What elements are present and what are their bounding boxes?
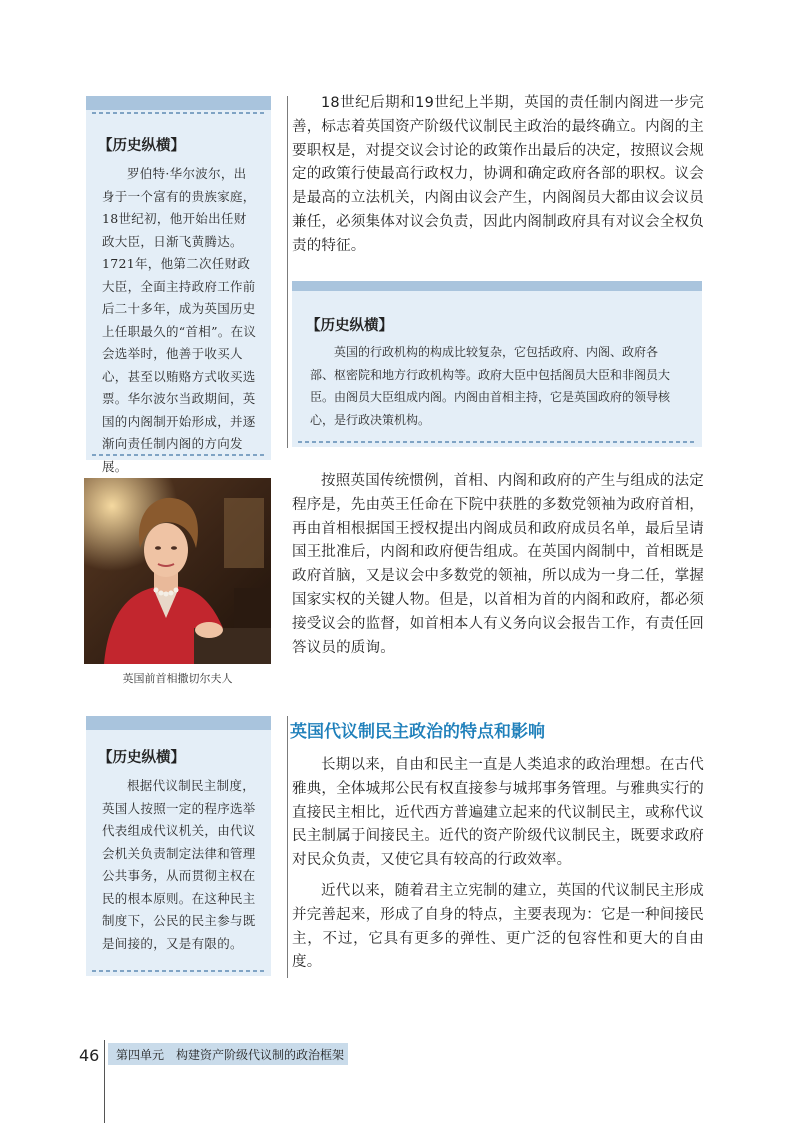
sidebar-box-text: 罗伯特·华尔波尔，出身于一个富有的贵族家庭，18世纪初，他开始出任财政大臣，日渐飞黄腾达。1721年，他第二次任财政大臣，全面主持政府工作前后二十多年，成为英国历史上任职最久的“首相”。在议会选举时，他善于收买人心，甚至以贿赂方式收买选票。华尔波尔当政期间，英国的内阁制开始形成，并逐渐向责任制内阁的方向发展。 <box>102 166 257 474</box>
portrait-photo <box>84 478 271 664</box>
footer-vertical-rule <box>104 1040 105 1123</box>
body-paragraph: 18世纪后期和19世纪上半期，英国的责任制内阁进一步完善，标志着英国资产阶级代议制民主政治的最终确立。内阁的主要职权是，对提交议会讨论的政策作出最后的决定，按照议会规定的政策行使最高行政权力，协调和确定政府各部的职权。议会是最高的立法机关，内阁由议会产生，内阁阁员大都由议会议员兼任，必须集体对议会负责，因此内阁制政府具有对议会全权负责的特征。 <box>292 95 704 254</box>
section-title: 英国代议制民主政治的特点和影响 <box>290 722 545 742</box>
page-number: 46 <box>79 1046 100 1065</box>
box-dash-divider-bottom <box>92 968 265 974</box>
photo-caption: 英国前首相撒切尔夫人 <box>122 672 233 685</box>
box-dash-divider-bottom <box>92 452 265 458</box>
column-divider <box>287 716 288 978</box>
sidebar-box-text: 根据代议制民主制度，英国人按照一定的程序选举代表组成代议机关，由代议会机关负责制定法律和管理公共事务，从而贯彻主权在民的根本原则。在这种民主制度下，公民的民主参与既是间接的，又是有限的。 <box>102 778 256 951</box>
box-top-bar <box>292 281 702 291</box>
sidebar-box-history-2 <box>86 716 271 976</box>
body-paragraph: 按照英国传统惯例，首相、内阁和政府的产生与组成的法定程序是，先由英王任命在下院中获胜的多数党领袖为政府首相，再由首相根据国王授权提出内阁成员和政府成员名单，最后呈请国王批准后，内阁和政府便告组成。在英国内阁制中，首相既是政府首脑，又是议会中多数党的领袖，所以成为一身二任，掌握国家实权的关键人物。但是，以首相为首的内阁和政府，都必须接受议会的监督，如首相本人有义务向议会报告工作，有责任回答议员的质询。 <box>292 473 704 656</box>
box-dash-divider <box>92 110 265 116</box>
body-paragraph: 近代以来，随着君主立宪制的建立，英国的代议制民主形成并完善起来，形成了自身的特点，主要表现为：它是一种间接民主，不过，它具有更多的弹性、更广泛的包容性和更大的自由度。 <box>292 883 704 971</box>
box-dash-divider <box>298 441 696 445</box>
box-top-bar <box>86 96 271 110</box>
column-divider <box>287 96 288 448</box>
body-paragraph: 长期以来，自由和民主一直是人类追求的政治理想。在古代雅典，全体城邦公民有权直接参与城邦事务管理。与雅典实行的直接民主相比，近代西方普遍建立起来的代议制民主，或称代议民主制属于间接民主。近代的资产阶级代议制民主，既要求政府对民众负责，又使它具有较高的行政效率。 <box>292 757 704 869</box>
portrait-illustration <box>84 478 271 664</box>
box-top-bar <box>86 716 271 730</box>
sidebar-box-heading: 【历史纵横】 <box>98 138 185 154</box>
sidebar-box-heading: 【历史纵横】 <box>98 750 185 766</box>
sidebar-box-history-1 <box>86 96 271 474</box>
inline-box-heading: 【历史纵横】 <box>306 318 393 334</box>
footer-unit-label: 第四单元 构建资产阶级代议制的政治框架 <box>116 1048 345 1062</box>
inline-box-text: 英国的行政机构的构成比较复杂，它包括政府、内阁、政府各部、枢密院和地方行政机构等。政府大臣中包括阁员大臣和非阁员大臣。由阁员大臣组成内阁。内阁由首相主持，它是英国政府的领导核心，是行政决策机构。 <box>310 345 671 427</box>
inline-box-history <box>292 281 702 447</box>
